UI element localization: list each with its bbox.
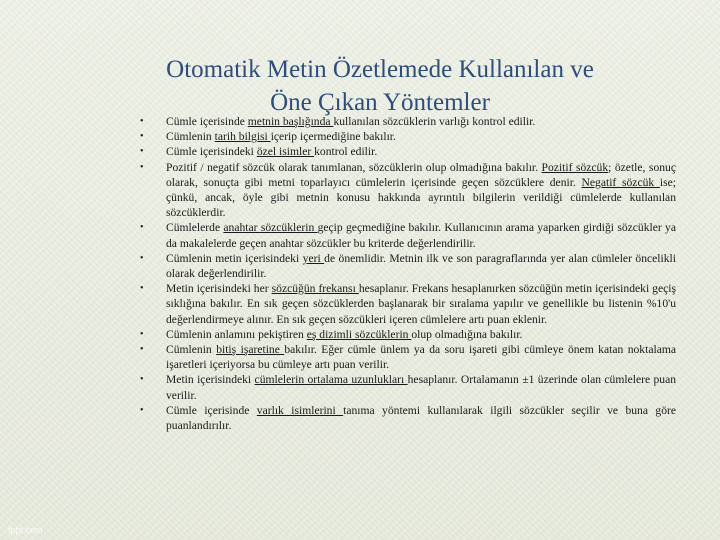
bullet-dot: •	[140, 404, 144, 416]
slide-title	[120, 53, 640, 119]
underlined-term: Negatif sözcük	[581, 175, 660, 189]
slide-title-line-2: Öne Çıkan Yöntemler	[270, 88, 490, 116]
underlined-term: tarih bilgisi	[214, 130, 271, 144]
bullet-dot: •	[140, 116, 144, 127]
bullet-item	[136, 220, 676, 250]
bullet-text: ; özetle, sonuç olarak, sonuçta gibi metni toparlayıcı cümlelerin içerisinde geçen sözcüklere denir.	[166, 160, 676, 189]
underlined-term: yeri	[302, 251, 325, 265]
underlined-term: anahtar sözcüklerin	[223, 221, 318, 235]
fppt-logo: fppt.com	[8, 525, 43, 535]
bullet-item	[136, 114, 676, 129]
bullet-text: Cümle içerisinde	[166, 403, 257, 417]
bullet-item	[136, 281, 676, 327]
bullet-item	[136, 129, 676, 144]
method-bullet-list	[136, 114, 676, 433]
bullet-item	[136, 144, 676, 159]
bullet-text: Cümle içerisindeki	[166, 145, 257, 159]
slide-title-line-1: Otomatik Metin Özetlemede Kullanılan ve	[166, 55, 594, 83]
underlined-term: cümlelerin ortalama uzunlukları	[254, 373, 408, 387]
bullet-text: ise; çünkü, ancak, öyle gibi metnin konusu hakkında ayrıntılı bilgilerin verildiği cümlelerde kullanılan sözcüklerdir.	[166, 175, 676, 220]
bullet-item	[136, 327, 676, 342]
bullet-dot: •	[140, 374, 144, 386]
bullet-text: Cümlenin anlamını pekiştiren	[166, 327, 307, 341]
bullet-text: Cümlenin	[166, 130, 215, 144]
bullet-text: Cümlenin metin içerisindeki	[166, 251, 303, 265]
bullet-dot: •	[140, 328, 144, 340]
underlined-term: eş dizimli sözcüklerin	[306, 327, 412, 341]
bullet-text: tanıma yöntemi kullanılarak ilgili sözcükler seçilir ve buna göre puanlandırılır.	[166, 403, 676, 433]
bullet-text: de önemlidir. Metnin ilk ve son paragraflarında yer alan cümleler öncelikli olarak değerlendirilir.	[166, 251, 676, 281]
bullet-text: Metin içerisindeki her	[166, 282, 272, 296]
underlined-term: metnin başlığında	[247, 115, 334, 128]
bullet-item	[136, 372, 676, 402]
underlined-term: varlık isimlerini	[256, 403, 344, 417]
bullet-dot: •	[140, 222, 144, 234]
bullet-text: Metin içerisindeki	[166, 373, 255, 387]
bullet-text: hesaplanır. Ortalamanın ±1 üzerinde olan cümlelere puan verilir.	[166, 373, 677, 402]
bullet-text: hesaplanır. Frekans hesaplanırken sözcüğün metin içerisindeki geçiş sıklığına bakılır. En sık geçen sözcüklerden başlanarak bir sıralama yapılır ve genellikle bu listenin %10'u değerlendirmeye alınır. En sık geçen sözcükleri içeren cümlelere artı puan eklenir.	[166, 282, 676, 326]
bullet-item	[136, 160, 676, 221]
bullet-dot: •	[140, 252, 144, 264]
bullet-item	[136, 342, 676, 372]
bullet-dot: •	[140, 131, 144, 143]
bullet-dot: •	[140, 283, 144, 295]
bullet-text: Cümle içerisinde	[166, 115, 248, 128]
underlined-term: Pozitif sözcük	[541, 160, 609, 174]
bullet-text: kullanılan sözcüklerin varlığı kontrol edilir.	[333, 115, 536, 128]
bullet-dot: •	[140, 146, 144, 158]
bullet-text: Pozitif / negatif sözcük olarak tanımlanan, sözcüklerin olup olmadığına bakılır.	[166, 160, 542, 174]
bullet-item	[136, 251, 676, 281]
bullet-text: geçip geçmediğine bakılır. Kullanıcının arama yaparken girdiği sözcükler ya da makalelerde geçen anahtar sözcükler bu kriterde değerlendirilir.	[166, 221, 676, 250]
bullet-text: bakılır. Eğer cümle ünlem ya da soru işareti gibi cümleye önem katan noktalama işaretleri içeriyorsa bu cümleye artı puan verilir.	[166, 343, 676, 372]
bullet-dot: •	[140, 344, 144, 356]
bullet-text: kontrol edilir.	[314, 145, 378, 159]
bullet-text: Cümlelerde	[166, 221, 224, 235]
underlined-term: sözcüğün frekansı	[271, 282, 359, 296]
bullet-text: içerip içermediğine bakılır.	[270, 130, 396, 144]
bullet-text: olup olmadığına bakılır.	[411, 327, 523, 341]
underlined-term: özel isimler	[256, 145, 315, 159]
bullet-item	[136, 403, 676, 433]
underlined-term: bitiş işaretine	[216, 343, 285, 357]
bullet-text: Cümlenin	[166, 343, 217, 357]
bullet-dot: •	[140, 161, 144, 173]
